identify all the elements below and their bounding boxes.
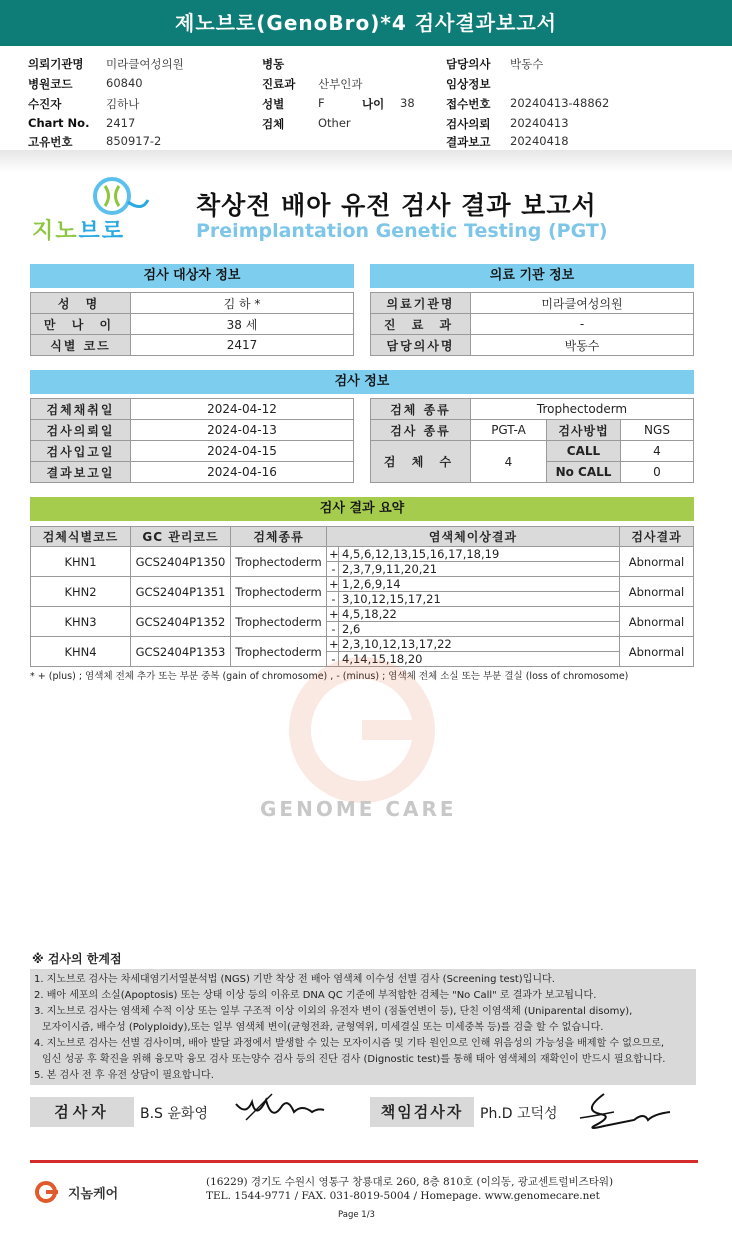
inst-dept-label: 진 료 과	[371, 314, 471, 335]
table-row	[31, 441, 354, 462]
table-row	[371, 399, 694, 420]
row-plus	[327, 607, 620, 622]
unique-no-value: 850917-2	[106, 134, 162, 148]
request-value: 20240413	[510, 116, 569, 130]
receive-date-label: 검사입고일	[31, 441, 131, 462]
row-plus	[327, 547, 620, 562]
row-code: KHN1	[31, 547, 131, 577]
sex-label: 성별	[262, 97, 285, 111]
method-value: NGS	[621, 420, 694, 441]
table-row	[31, 577, 694, 592]
footer-contact: TEL. 1544-9771 / FAX. 031-8019-5004 / Homepage. www.genomecare.net	[206, 1190, 600, 1202]
limit-line: 모자이시즘, 배수성 (Polyploidy),또는 일부 염색체 변이(균형전좌, 균형역위, 미세결실 또는 미세중복 등)를 검출 할 수 없습니다.	[42, 1022, 604, 1033]
test-info-section-head: 검사 정보	[30, 370, 694, 394]
hospital-code-label: 병원코드	[28, 77, 73, 91]
logo-text-part2: 브로	[78, 219, 126, 244]
minus-chromosomes: 2,6	[342, 622, 361, 636]
collect-date-value: 2024-04-12	[131, 399, 354, 420]
hospital-code-value: 60840	[106, 76, 143, 90]
specimen-label: 검체	[262, 117, 285, 131]
col-specimen-type: 검체종류	[231, 527, 327, 547]
plus-chromosomes: 2,3,10,12,13,17,22	[342, 637, 452, 651]
receipt-value: 20240413-48862	[510, 96, 610, 110]
minus-chromosomes: 3,10,12,15,17,21	[342, 592, 441, 606]
institution-label: 의뢰기관명	[28, 57, 84, 71]
row-gc: GCS2404P1351	[131, 577, 231, 607]
header-divider	[0, 150, 732, 172]
row-plus	[327, 577, 620, 592]
specimen-count-label: 검 체 수	[371, 441, 471, 483]
row-minus	[327, 622, 620, 637]
row-code: KHN3	[31, 607, 131, 637]
col-gc-code: GC 관리코드	[131, 527, 231, 547]
table-row	[31, 399, 354, 420]
table-row	[31, 335, 354, 356]
row-type: Trophectoderm	[231, 607, 327, 637]
request-date-value: 2024-04-13	[131, 420, 354, 441]
logo-text	[32, 214, 125, 245]
chief-tester-label: 책임검사자	[370, 1097, 474, 1127]
col-test-result: 검사결과	[620, 527, 694, 547]
table-row	[371, 420, 694, 441]
table-row	[371, 441, 694, 462]
plus-sign: +	[329, 547, 339, 561]
table-row	[371, 293, 694, 314]
result-date-label: 결과보고	[446, 135, 491, 149]
limits-box	[30, 969, 696, 1085]
institution-value: 미라클여성의원	[106, 57, 184, 71]
subject-name-value: 김 하 *	[131, 293, 354, 314]
minus-sign: -	[329, 562, 339, 576]
table-row	[31, 420, 354, 441]
subject-age-label: 만 나 이	[31, 314, 131, 335]
table-row	[31, 547, 694, 562]
age-value: 38	[400, 96, 415, 110]
dept-label: 진료과	[262, 77, 296, 91]
row-gc: GCS2404P1353	[131, 637, 231, 667]
age-label: 나이	[362, 97, 385, 111]
logo-text-part1: 지노	[32, 219, 79, 244]
row-result: Abnormal	[620, 547, 694, 577]
row-type: Trophectoderm	[231, 637, 327, 667]
genome-care-watermark-icon	[262, 650, 462, 820]
page-number: Page 1/3	[338, 1210, 375, 1220]
inst-doctor-value: 박동수	[471, 335, 694, 356]
report-title: 착상전 배아 유전 검사 결과 보고서	[196, 191, 597, 220]
chart-no-value: 2417	[106, 116, 136, 130]
request-date-label: 검사의뢰일	[31, 420, 131, 441]
institution-section-head: 의료 기관 정보	[370, 264, 694, 288]
row-code: KHN4	[31, 637, 131, 667]
doctor-label: 담당의사	[446, 57, 491, 71]
patient-label: 수진자	[28, 97, 62, 111]
plus-chromosomes: 4,5,18,22	[342, 607, 397, 621]
table-row	[31, 314, 354, 335]
minus-sign: -	[329, 592, 339, 606]
call-label: CALL	[547, 441, 621, 462]
plus-sign: +	[329, 637, 339, 651]
institution-table	[370, 292, 694, 356]
chief-signature-icon	[574, 1090, 674, 1132]
tester-signature-icon	[232, 1090, 326, 1130]
report-subtitle: Preimplantation Genetic Testing (PGT)	[196, 220, 608, 242]
minus-chromosomes: 2,3,7,9,11,20,21	[342, 562, 438, 576]
limit-line: 2. 배아 세포의 소실(Apoptosis) 또는 상태 이상 등의 이유로 DNA QC 기준에 부적합한 검체는 "No Call" 로 결과가 보고됩니다.	[34, 990, 597, 1001]
summary-section-head: 검사 결과 요약	[30, 497, 694, 521]
specimen-count-value: 4	[471, 441, 547, 483]
results-footnote: * + (plus) ; 염색체 전체 추가 또는 부분 중복 (gain of chromosome) , - (minus) ; 염색체 전체 소실 또는 부분 결실 (loss of chromosome)	[30, 671, 629, 682]
specimen-type-label: 검체 종류	[371, 399, 471, 420]
method-label: 검사방법	[547, 420, 621, 441]
tester-label: 검사자	[30, 1097, 134, 1127]
row-code: KHN2	[31, 577, 131, 607]
specimen-value: Other	[318, 116, 351, 130]
inst-doctor-label: 담당의사명	[371, 335, 471, 356]
tester-name: B.S 윤화영	[140, 1106, 208, 1122]
limit-line: 임신 성공 후 확진을 위해 융모막 융모 검사 또는양수 검사 등의 진단 검사 (Dignostic test)를 통해 태아 염색체의 재확인이 반드시 필요합니다.	[42, 1054, 666, 1065]
test-specimen-table	[370, 398, 694, 483]
genobro-logo	[32, 176, 144, 242]
genomecare-logo-text: 지놈케어	[68, 1187, 119, 1202]
chief-tester-name: Ph.D 고덕성	[480, 1106, 558, 1122]
report-date-value: 2024-04-16	[131, 462, 354, 483]
row-gc: GCS2404P1352	[131, 607, 231, 637]
minus-chromosomes: 4,14,15,18,20	[342, 652, 423, 666]
call-value: 4	[621, 441, 694, 462]
col-specimen-code: 검체식별코드	[31, 527, 131, 547]
table-row	[371, 335, 694, 356]
result-date-value: 20240418	[510, 134, 569, 148]
test-type-label: 검사 종류	[371, 420, 471, 441]
test-dates-table	[30, 398, 354, 483]
doctor-value: 박동수	[510, 57, 544, 71]
col-chromosome-result: 염색체이상결과	[327, 527, 620, 547]
report-header-title: 제노브로(GenoBro)*4 검사결과보고서	[0, 0, 732, 46]
clinical-label: 임상정보	[446, 77, 491, 91]
report-date-label: 결과보고일	[31, 462, 131, 483]
plus-chromosomes: 4,5,6,12,13,15,16,17,18,19	[342, 547, 500, 561]
patient-value: 김하나	[106, 97, 140, 111]
plus-sign: +	[329, 607, 339, 621]
nocall-label: No CALL	[547, 462, 621, 483]
patient-info-grid	[0, 52, 732, 158]
subject-section-head: 검사 대상자 정보	[30, 264, 354, 288]
footer-divider	[30, 1160, 698, 1163]
limits-title: ※ 검사의 한계점	[32, 952, 122, 966]
sex-value: F	[318, 96, 325, 110]
genomecare-logo-icon	[34, 1180, 62, 1204]
subject-id-label: 식별 코드	[31, 335, 131, 356]
unique-no-label: 고유번호	[28, 135, 73, 149]
receipt-label: 접수번호	[446, 97, 491, 111]
row-minus	[327, 562, 620, 577]
row-gc: GCS2404P1350	[131, 547, 231, 577]
limit-line: 3. 지노브로 검사는 염색체 수적 이상 또는 일부 구조적 이상 이외의 유전자 변이 (점돌연변이 등), 단친 이염색체 (Uniparental disomy),	[34, 1006, 633, 1017]
row-result: Abnormal	[620, 637, 694, 667]
subject-age-value: 38 세	[131, 314, 354, 335]
footer-address-block	[206, 1175, 613, 1203]
limit-line: 5. 본 검사 전 후 유전 상담이 필요합니다.	[34, 1070, 214, 1081]
minus-sign: -	[329, 652, 339, 666]
plus-sign: +	[329, 577, 339, 591]
row-result: Abnormal	[620, 607, 694, 637]
limit-line: 1. 지노브로 검사는 차세대염기서열분석법 (NGS) 기반 착상 전 배아 염색체 이수성 선별 검사 (Screening test)입니다.	[34, 974, 555, 985]
inst-name-label: 의료기관명	[371, 293, 471, 314]
table-row	[31, 293, 354, 314]
request-label: 검사의뢰	[446, 117, 491, 131]
ward-label: 병동	[262, 57, 285, 71]
dna-swirl-icon	[90, 176, 150, 216]
table-row	[31, 462, 354, 483]
chart-no-label: Chart No.	[28, 116, 90, 130]
row-minus	[327, 592, 620, 607]
footer-address: (16229) 경기도 수원시 영통구 창룡대로 260, 8층 810호 (이의동, 광교센트럴비즈타워)	[206, 1176, 614, 1188]
receive-date-value: 2024-04-15	[131, 441, 354, 462]
table-header-row	[31, 527, 694, 547]
limit-line: 4. 지노브로 검사는 선별 검사이며, 배아 발달 과정에서 발생할 수 있는 모자이시즘 및 기타 원인으로 인해 위음성의 가능성을 배제할 수 없으므로,	[34, 1038, 665, 1049]
row-type: Trophectoderm	[231, 547, 327, 577]
test-type-value: PGT-A	[471, 420, 547, 441]
dept-value: 산부인과	[318, 77, 363, 91]
subject-id-value: 2417	[131, 335, 354, 356]
specimen-type-value: Trophectoderm	[471, 399, 694, 420]
table-row	[371, 314, 694, 335]
genomecare-logo	[34, 1180, 119, 1208]
collect-date-label: 검체채취일	[31, 399, 131, 420]
row-result: Abnormal	[620, 577, 694, 607]
subject-name-label: 성 명	[31, 293, 131, 314]
subject-table	[30, 292, 354, 356]
inst-name-value: 미라클여성의원	[471, 293, 694, 314]
row-type: Trophectoderm	[231, 577, 327, 607]
plus-chromosomes: 1,2,6,9,14	[342, 577, 401, 591]
inst-dept-value: -	[471, 314, 694, 335]
results-table	[30, 526, 694, 667]
watermark-text: GENOME CARE	[260, 797, 457, 821]
minus-sign: -	[329, 622, 339, 636]
table-row	[31, 607, 694, 622]
nocall-value: 0	[621, 462, 694, 483]
